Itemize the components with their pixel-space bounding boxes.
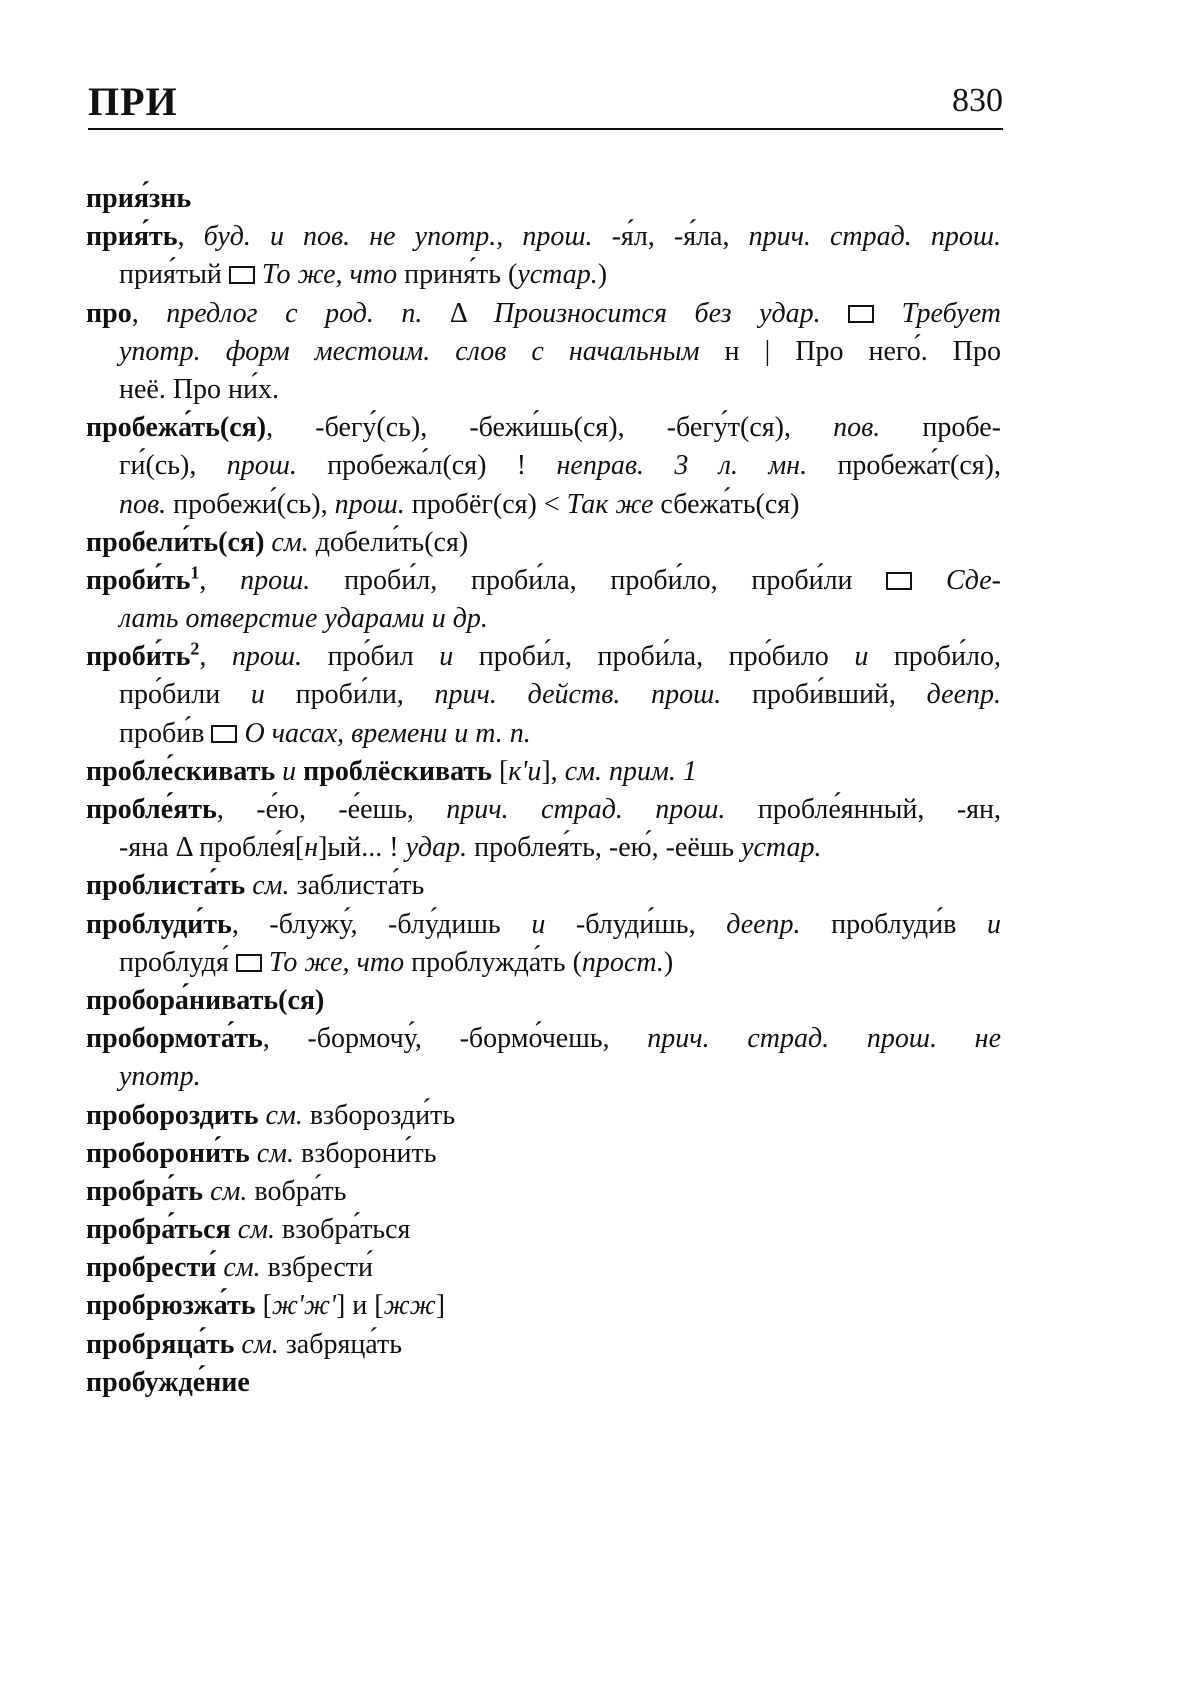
entry-text: заблиста́ть [289, 870, 425, 902]
entry-text: проби́л, проби́ла, про́било [453, 641, 855, 673]
dictionary-entry [86, 1287, 1001, 1325]
running-head-word: ПРИ [88, 79, 178, 124]
grammatical-note: предлог с род. п. [166, 297, 423, 329]
grammatical-note: удар. [405, 832, 468, 864]
grammatical-note: устар. [517, 259, 598, 291]
headword: пробужде́ние [86, 1366, 250, 1398]
entry-text: ]ый... ! [318, 832, 406, 864]
definition-box-icon [236, 954, 262, 972]
entry-text: пробежи́(сь), [166, 488, 335, 520]
headword: пробежа́ть(ся) [86, 412, 267, 444]
definition-box-icon [886, 572, 912, 590]
dictionary-entry [86, 1364, 1001, 1402]
dictionary-entry [86, 753, 1001, 791]
headword: про [86, 297, 132, 329]
entry-text: проби́л, проби́ла, проби́ло, проби́ли [310, 564, 887, 596]
entry-line [86, 1135, 1001, 1173]
dictionary-entry [86, 1326, 1001, 1364]
entry-text: -блуди́шь, [545, 908, 727, 940]
entry-line [86, 1364, 1001, 1402]
grammatical-note: Сде- [912, 564, 1001, 596]
entry-line [86, 333, 1001, 371]
grammatical-note: прош. [226, 450, 297, 482]
headword: проблёскивать [303, 755, 492, 787]
headword: прия́знь [86, 183, 192, 214]
entry-text: , -бегу́(сь), -бежи́шь(ся), -бегу́т(ся), [266, 412, 834, 444]
homonym-number: 1 [190, 562, 200, 583]
entry-line [86, 1249, 1001, 1287]
dictionary-entry [86, 1249, 1001, 1287]
entry-text: проблудя́ [119, 946, 236, 978]
grammatical-note: и [986, 908, 1001, 940]
grammatical-note: см. [234, 1328, 279, 1360]
entry-line [86, 180, 1001, 218]
entry-line [86, 524, 1001, 562]
grammatical-note: и [531, 908, 546, 940]
entry-text: Δ [422, 297, 494, 329]
definition-box-icon [229, 266, 255, 284]
grammatical-note: Произносится без удар. [493, 297, 821, 329]
grammatical-note: см. [264, 526, 309, 558]
definition-box-icon [848, 305, 874, 323]
entry-text: ) [663, 946, 674, 978]
entry-text: -яна Δ пробле́я[ [119, 832, 305, 864]
headword: проблуди́ть [86, 908, 232, 940]
entry-text: пробе- [880, 412, 1001, 444]
entry-text: проби́вший, [721, 679, 927, 711]
headword: пробора́нивать(ся) [86, 984, 325, 1016]
entry-text: взобра́ться [275, 1214, 411, 1246]
dictionary-entry [86, 524, 1001, 562]
entry-text: [ [491, 755, 509, 787]
entry-line [86, 218, 1001, 256]
entry-line [86, 371, 1001, 409]
grammatical-note: устар. [741, 832, 822, 864]
headword: пробрюзжа́ть [86, 1290, 256, 1322]
entry-text: проблея́ть, -ею́, -еёшь [467, 832, 742, 864]
headword: пробрести́ [86, 1252, 217, 1284]
grammatical-note: Требует [874, 297, 1001, 329]
entry-text: пробежа́т(ся), [807, 450, 1001, 482]
entry-text: добели́ть(ся) [308, 526, 469, 558]
entry-line [86, 715, 1001, 753]
entry-text: , -е́ю, -е́ешь, [216, 794, 447, 825]
entry-text: проблуди́в [800, 908, 987, 940]
page-number: 830 [952, 82, 1003, 119]
grammatical-note: употр. форм местоим. слов с начальным [119, 335, 725, 367]
entry-text: проби́ли, [264, 679, 435, 711]
dictionary-entry [86, 218, 1001, 294]
entry-text: взборозди́ть [302, 1099, 456, 1131]
dictionary-entry [86, 409, 1001, 524]
entry-line [86, 409, 1001, 447]
entry-line [86, 1173, 1001, 1211]
homonym-number: 2 [190, 638, 200, 659]
entry-text [821, 298, 849, 329]
headword: проблиста́ть [86, 870, 246, 902]
entry-text: проби́ло, [868, 641, 1002, 673]
entry-text: ) [597, 259, 608, 291]
dictionary-entry [86, 982, 1001, 1020]
grammatical-note: ж'ж' [271, 1290, 336, 1322]
grammatical-note: см. [203, 1175, 248, 1207]
grammatical-note: То же, что [254, 259, 405, 291]
headword: пробормота́ть [86, 1023, 263, 1055]
grammatical-note: пов. [119, 488, 167, 520]
grammatical-note: прош. [240, 564, 311, 596]
grammatical-note: деепр. [726, 908, 801, 940]
dictionary-entry [86, 1211, 1001, 1249]
grammatical-note: к'и [508, 755, 542, 787]
entry-text: , [177, 221, 204, 253]
grammatical-note: прич. действ. прош. [434, 679, 722, 711]
entry-line [86, 256, 1001, 294]
entry-text: -я́л, -я́ла, [592, 221, 749, 253]
entry-text: , -блужу́, -блу́дишь [231, 908, 532, 940]
entry-line [86, 867, 1001, 905]
definition-box-icon [211, 725, 237, 743]
dictionary-entry [86, 638, 1001, 753]
entry-text: взборони́ть [294, 1137, 437, 1169]
entry-line [86, 829, 1001, 867]
dictionary-entry [86, 1173, 1001, 1211]
grammatical-note: см. [230, 1214, 275, 1246]
headword: пробра́ться [86, 1214, 231, 1246]
entry-text: , [131, 297, 167, 329]
dictionary-entry [86, 791, 1001, 867]
entry-line [86, 638, 1001, 676]
dictionary-entry [86, 295, 1001, 410]
dictionary-entry [86, 1097, 1001, 1135]
entry-text: пробежа́л(ся) ! [296, 450, 557, 482]
entry-text: неё. Про ни́х. [119, 373, 280, 405]
entry-line [86, 1287, 1001, 1325]
headword: прия́ть [86, 221, 178, 253]
headword: проби́ть [86, 564, 191, 596]
headword: пробели́ть(ся) [86, 526, 265, 558]
grammatical-note: и [439, 641, 454, 673]
grammatical-note: деепр. [926, 679, 1002, 711]
grammatical-note: и [854, 641, 869, 673]
entry-line [86, 1326, 1001, 1364]
entry-line [86, 486, 1001, 524]
entry-text: ги́(сь), [119, 450, 227, 482]
entry-text: про́били [119, 679, 251, 711]
dictionary-entry [86, 1020, 1001, 1096]
entry-line [86, 791, 1001, 829]
dictionary-entry [86, 562, 1001, 638]
entry-text: н | Про него́. Про [724, 335, 1001, 367]
grammatical-note: употр. [119, 1061, 201, 1093]
entry-text: , -бормочу́, -бормо́чешь, [262, 1023, 648, 1055]
grammatical-note: см. [249, 1137, 295, 1169]
entry-line [86, 1097, 1001, 1135]
entry-text: пробёг(ся) < [404, 488, 567, 520]
grammatical-note: прост. [581, 946, 664, 978]
headword: пробряца́ть [86, 1328, 235, 1360]
grammatical-note: прош. [334, 488, 405, 520]
entry-text: [ [255, 1290, 272, 1322]
headword: пробле́скивать [86, 755, 276, 787]
grammatical-note: см. [245, 870, 290, 902]
grammatical-note: То же, что [261, 946, 412, 978]
grammatical-note: пов. [833, 412, 881, 444]
headword: проборони́ть [86, 1137, 250, 1169]
entry-text: проби́в [119, 717, 212, 749]
grammatical-note: см. [258, 1099, 303, 1131]
entry-text: сбежа́ть(ся) [653, 488, 800, 520]
grammatical-note: и [275, 755, 304, 787]
grammatical-note: прош. [231, 641, 303, 673]
entry-line [86, 944, 1001, 982]
entry-text: проблужда́ть ( [411, 946, 582, 978]
grammatical-note: О часах, времени и т. п. [237, 717, 531, 749]
entry-text: ] [435, 1290, 446, 1322]
headword: пробле́ять [86, 794, 217, 825]
grammatical-note: жж [383, 1290, 436, 1322]
entry-text: забряца́ть [278, 1328, 403, 1360]
grammatical-note: неправ. 3 л. мн. [556, 450, 808, 482]
headword: пробороздить [86, 1099, 259, 1131]
dictionary-entry [86, 1135, 1001, 1173]
grammatical-note: н [304, 832, 319, 864]
dictionary-entry [86, 906, 1001, 982]
grammatical-note: лать отверстие ударами и др. [119, 603, 488, 635]
entry-text: ], [541, 755, 565, 787]
running-header [88, 78, 1003, 130]
entry-text: , [199, 641, 232, 673]
dictionary-entry [86, 867, 1001, 905]
grammatical-note: и [250, 679, 265, 711]
dictionary-entry [86, 180, 1001, 218]
entry-line [86, 600, 1001, 638]
grammatical-note: см. прим. 1 [564, 755, 697, 787]
grammatical-note: см. [216, 1252, 261, 1284]
entry-line [86, 1211, 1001, 1249]
headword: проби́ть [86, 641, 191, 673]
entry-text: , [199, 564, 241, 596]
entry-text: приня́ть ( [404, 259, 518, 291]
entry-text: взбрести́ [260, 1252, 373, 1284]
entry-text: прия́тый [119, 259, 229, 291]
dictionary-entries [86, 180, 1001, 1402]
entry-line [86, 295, 1001, 333]
entry-line [86, 562, 1001, 600]
entry-text: вобра́ть [247, 1175, 347, 1207]
grammatical-note: прич. страд. прош. не [647, 1023, 1001, 1055]
entry-text: пробле́янный, -ян, [725, 794, 1002, 825]
entry-line [86, 1058, 1001, 1096]
entry-line [86, 753, 1001, 791]
entry-text: про́бил [302, 641, 440, 673]
entry-line [86, 906, 1001, 944]
entry-line [86, 982, 1001, 1020]
entry-line [86, 447, 1001, 485]
entry-line [86, 1020, 1001, 1058]
grammatical-note: буд. и пов. не употр., прош. [203, 221, 593, 253]
entry-text: ] и [ [335, 1290, 384, 1322]
entry-line [86, 676, 1001, 714]
headword: пробра́ть [86, 1175, 204, 1207]
grammatical-note: Так же [566, 488, 654, 520]
grammatical-note: прич. страд. прош. [748, 221, 1002, 253]
grammatical-note: прич. страд. прош. [446, 794, 726, 825]
